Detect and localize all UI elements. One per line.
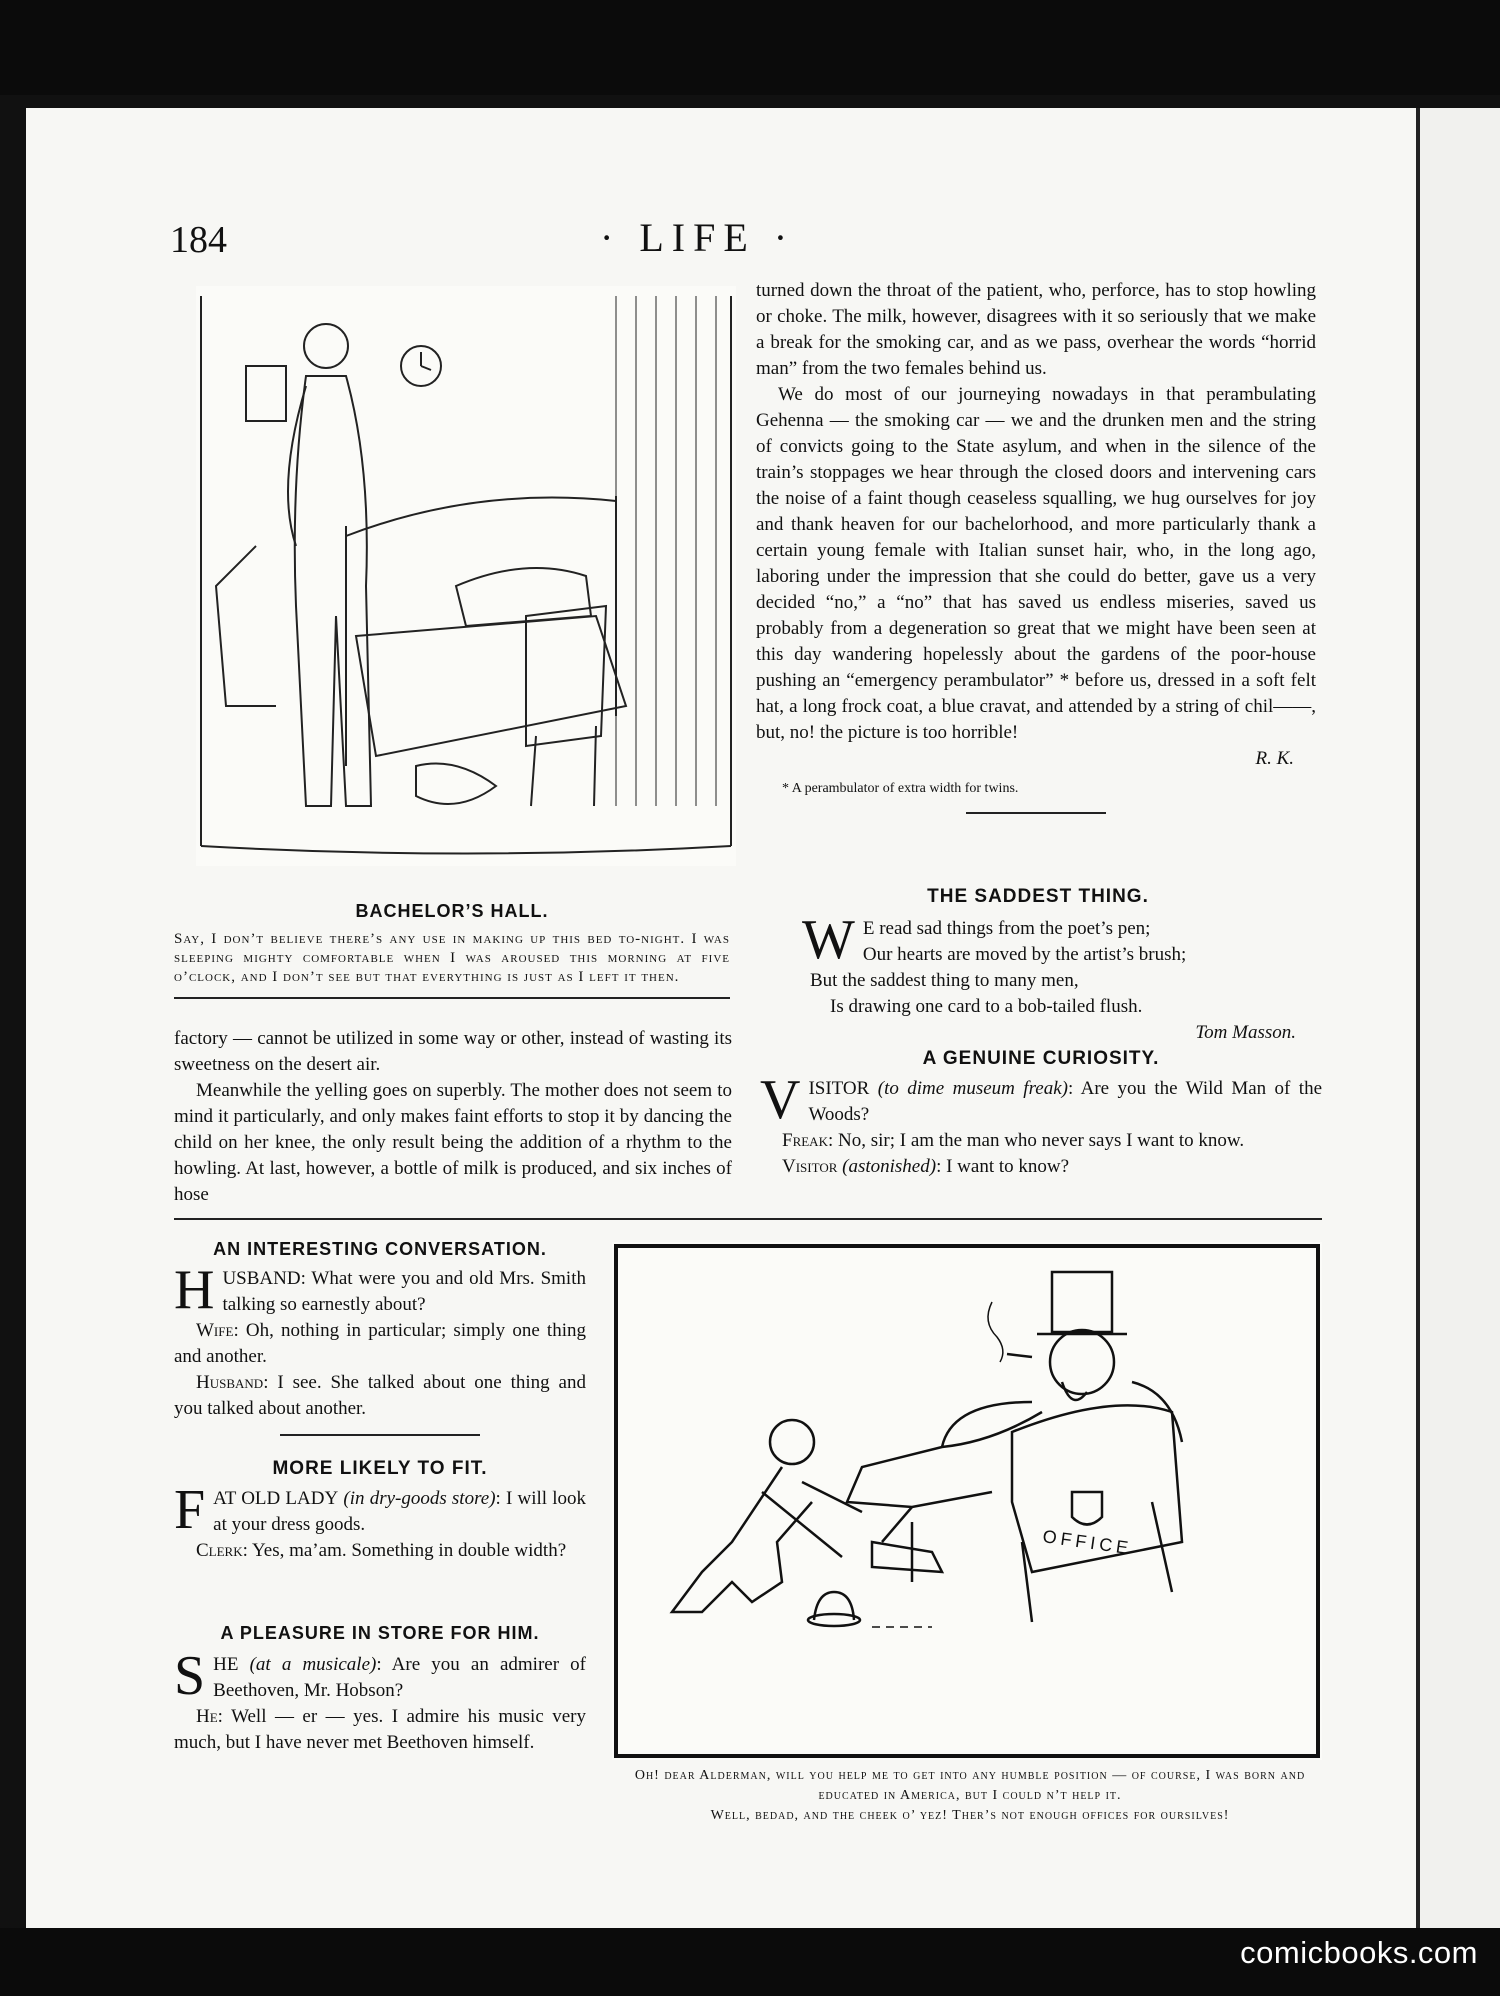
drop-cap: V <box>760 1069 801 1131</box>
caption-line: Oh! dear Alderman, will you help me to get into any humble position — of course, I was born and educated in America, but I could n’t help it. <box>634 1768 1306 1803</box>
dialogue-text: : What were you and old Mrs. Smith talking so earnestly about? <box>222 1268 586 1315</box>
dialogue-line <box>760 1154 1322 1180</box>
speaker: AT OLD LADY <box>213 1488 339 1509</box>
adjacent-page-edge <box>1416 108 1500 1928</box>
dialogue-text: : Are you the Wild Man of the Woods? <box>808 1078 1322 1125</box>
dialogue-text: : Oh, nothing in particular; simply one thing and another. <box>174 1320 586 1367</box>
speaker: Visitor <box>782 1156 838 1177</box>
stage-direction: (at a musicale) <box>249 1654 377 1675</box>
divider <box>174 997 730 999</box>
page-title: · LIFE · <box>600 215 796 260</box>
dialogue-text: : I see. She talked about one thing and you talked about another. <box>174 1372 586 1419</box>
stage-direction: (in dry-goods store) <box>343 1488 496 1509</box>
saddest-thing-poem <box>760 884 1316 1046</box>
section-heading: A GENUINE CURIOSITY. <box>922 1048 1160 1069</box>
poem-line: Is drawing one card to a bob-tailed flush. <box>830 996 1143 1017</box>
section-heading: MORE LIKELY TO FIT. <box>272 1458 488 1479</box>
left-column-continuation <box>174 1026 732 1208</box>
paragraph: factory — cannot be utilized in some way or other, instead of wasting its sweetness on the desert air. <box>174 1028 732 1075</box>
paragraph: turned down the throat of the patient, who, perforce, has to stop howling or choke. The milk, however, disagrees with it so seriously that we make a break for the smoking car, and as we pass, overhear the words “horrid man” from the two females behind us. <box>756 280 1316 379</box>
dialogue-text: : Are you an admirer of Beethoven, Mr. Hobson? <box>213 1654 586 1701</box>
stage-direction: (astonished) <box>842 1156 937 1177</box>
speaker: USBAND <box>222 1268 301 1289</box>
bachelors-hall-illustration <box>196 286 736 866</box>
drop-cap: S <box>174 1645 206 1707</box>
divider <box>966 812 1106 814</box>
speaker: ISITOR <box>808 1078 870 1099</box>
dialogue-line <box>174 1704 586 1756</box>
section-heading: AN INTERESTING CONVERSATION. <box>213 1239 547 1259</box>
scan-top-border <box>0 0 1500 95</box>
pleasure-in-store <box>174 1620 586 1756</box>
cartoon-title: BACHELOR’S HALL. <box>355 901 549 921</box>
divider <box>280 1434 480 1436</box>
caption-line: Well, bedad, and the cheek o’ yez! Ther’s not enough offices for oursilves! <box>710 1808 1230 1823</box>
speaker: Husband <box>196 1372 264 1393</box>
speaker: Freak <box>782 1130 828 1151</box>
speaker: Wife <box>196 1320 234 1341</box>
poem-line: But the saddest thing to many men, <box>810 970 1079 991</box>
drop-cap: F <box>174 1479 206 1541</box>
paragraph: We do most of our journeying nowadays in that perambulating Gehenna — the smoking car — we and the drunken men and the string of convicts going to the State asylum, and when in the silence of the train’s stoppages we hear through the closed doors and intervening cars the noise of a faint though ceaseless squalling, we hug ourselves for joy and thank heaven for our bachelorhood, and more particularly thank a certain young female with Italian sunset hair, who, in the long ago, laboring under the impression that she could do better, gave us a very decided “no,” a “no” that has saved us endless miseries, saved us probably from a degeneration so great that we might have been seen at this day wandering hopelessly about the gardens of the poor-house pushing an “emergency perambulator” * before us, dressed in a soft felt hat, a long frock coat, a blue cravat, and attended by a string of chil——, but, no! the picture is too horrible! <box>756 384 1316 743</box>
more-likely-to-fit <box>174 1456 586 1564</box>
genuine-curiosity-dialogue <box>760 1046 1322 1180</box>
section-heading: THE SADDEST THING. <box>927 886 1149 907</box>
dialogue-text: : I will look at your dress goods. <box>213 1488 587 1535</box>
interesting-conversation <box>174 1236 586 1442</box>
page-number: 184 <box>170 219 227 261</box>
section-heading: A PLEASURE IN STORE FOR HIM. <box>220 1623 540 1643</box>
office-chair-label: OFFICE <box>1041 1526 1134 1559</box>
speaker: He <box>196 1706 218 1727</box>
poem-author: Tom Masson. <box>1195 1022 1296 1043</box>
right-column-article <box>756 278 1316 820</box>
alderman-caption <box>612 1766 1328 1826</box>
drop-cap: H <box>174 1259 215 1321</box>
dialogue-text: : Yes, ma’am. Something in double width? <box>242 1540 567 1561</box>
stage-direction: (to dime museum freak) <box>877 1078 1068 1099</box>
section-divider <box>174 1218 1322 1220</box>
dialogue-text: : I want to know? <box>936 1156 1070 1177</box>
drop-cap: W <box>802 909 855 971</box>
signature: R. K. <box>1255 748 1294 769</box>
poem-line: Our hearts are moved by the artist’s brush; <box>862 944 1187 965</box>
cartoon-caption: Say, I don’t believe there’s any use in making up this bed to-night. I was sleeping mighty comfortable when I was aroused this morning at five o’clock, and I don’t see but that everything is just as I left it then. <box>174 931 730 985</box>
dialogue-line <box>174 1370 586 1422</box>
dialogue-text: : No, sir; I am the man who never says I want to know. <box>827 1130 1245 1151</box>
paragraph: Meanwhile the yelling goes on superbly. The mother does not seem to mind it particularly, and only makes faint efforts to stop it by dancing the child on her knee, the only result being the addition of a rhythm to the howling. At last, however, a bottle of milk is produced, and six inches of hose <box>174 1080 732 1205</box>
speaker: Clerk <box>196 1540 243 1561</box>
poem-line: E read sad things from the poet’s pen; <box>862 918 1151 939</box>
dialogue-line <box>760 1128 1322 1154</box>
footnote: * A perambulator of extra width for twins. <box>782 781 1019 796</box>
alderman-cartoon <box>612 1242 1322 1760</box>
dialogue-line <box>174 1318 586 1370</box>
watermark: comicbooks.com <box>1240 1935 1478 1970</box>
bachelors-hall-caption-block <box>174 898 730 1005</box>
dialogue-line <box>174 1538 586 1564</box>
speaker: HE <box>213 1654 239 1675</box>
dialogue-text: : Well — er — yes. I admire his music very much, but I have never met Beethoven himself. <box>174 1706 586 1753</box>
